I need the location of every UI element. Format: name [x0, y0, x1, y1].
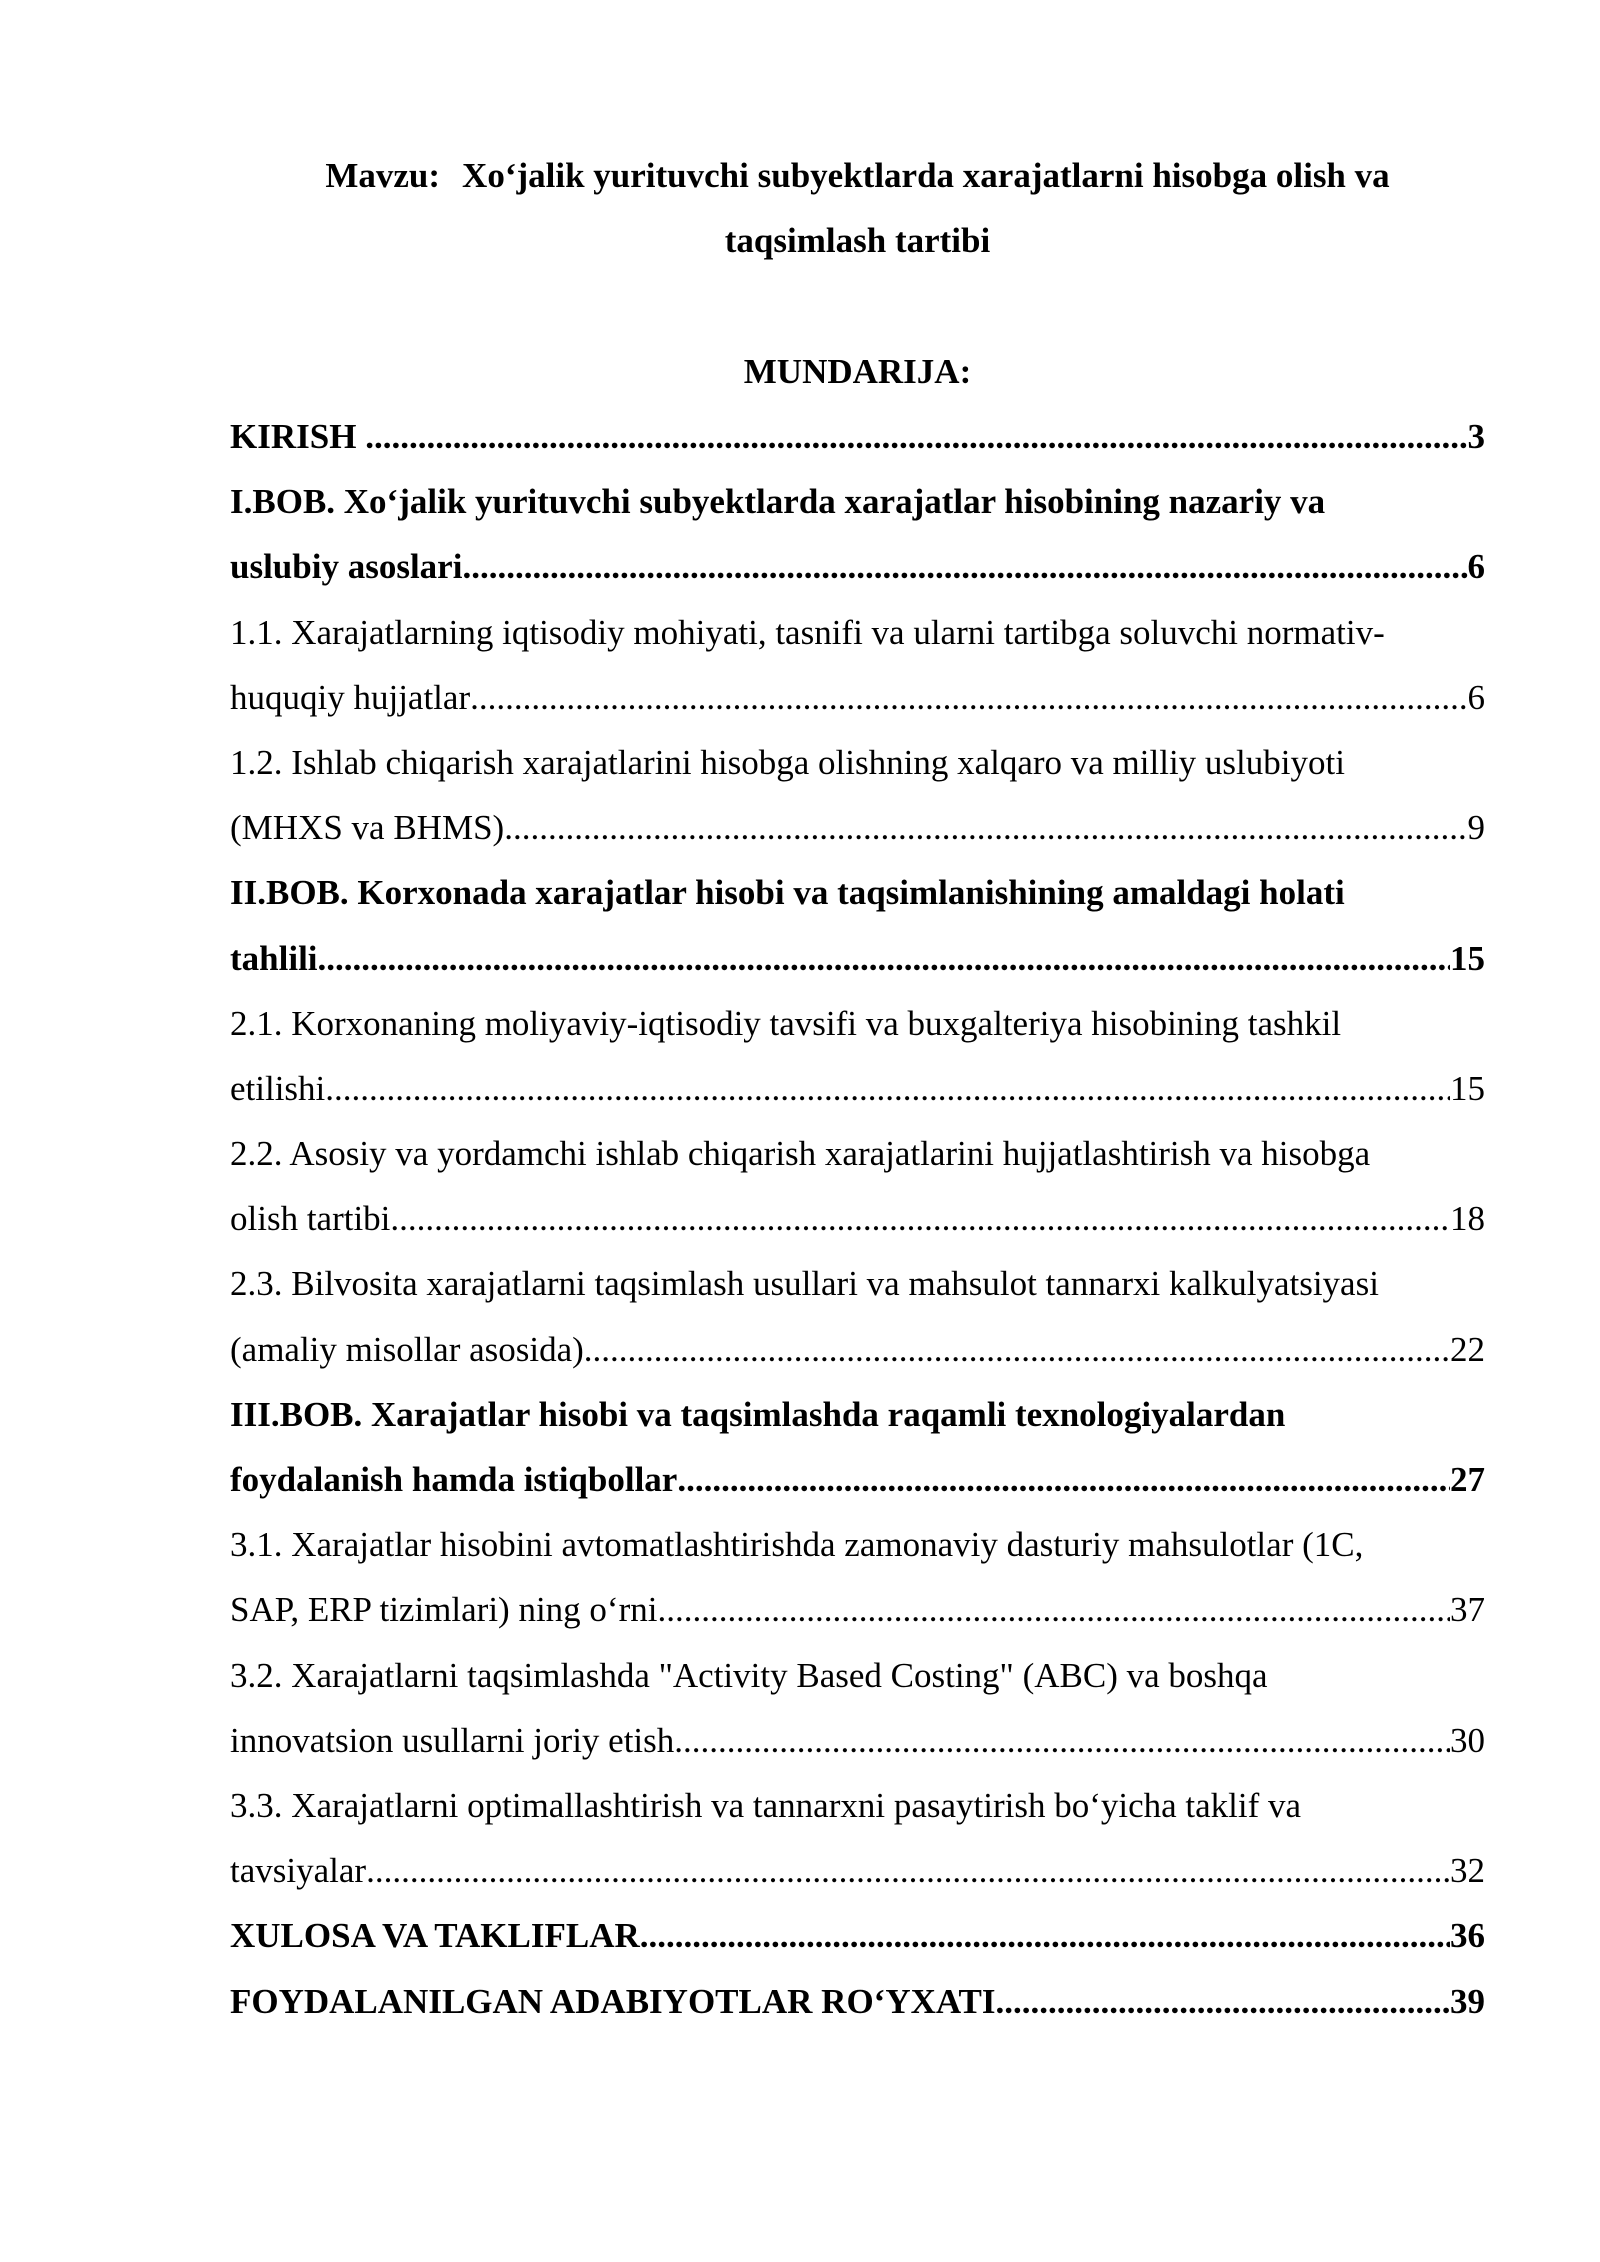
topic-text-2: taqsimlash tartibi	[724, 221, 991, 260]
toc-entry-title-line: 2.2. Asosiy va yordamchi ishlab chiqarish xarajatlarini hujjatlashtirish va hisobga	[230, 1134, 1371, 1174]
dot-leader	[365, 404, 1467, 469]
toc-entry-title: innovatsion usullarni joriy etish	[230, 1720, 675, 1760]
toc-entry-title-line: 3.2. Xarajatlarni taqsimlashda "Activity Based Costing" (ABC) va boshqa	[230, 1655, 1268, 1695]
toc-entry	[230, 991, 1485, 1121]
toc-entry-title-line: II.BOB. Korxonada xarajatlar hisobi va taqsimlanishining amaldagi holati	[230, 873, 1345, 913]
toc-entry-title: SAP, ERP tizimlari) ning o‘rni	[230, 1590, 658, 1630]
toc-entry	[230, 600, 1485, 730]
contents-heading: MUNDARIJA:	[743, 352, 972, 391]
toc-entry-title: olish tartibi	[230, 1199, 391, 1239]
toc-entry-title-line: 3.3. Xarajatlarni optimallashtirish va tannarxni pasaytirish bo‘yicha taklif va	[230, 1785, 1302, 1825]
toc-entry	[230, 1121, 1485, 1251]
dot-leader	[640, 1903, 1450, 1968]
toc-page-number: 27	[1450, 1460, 1485, 1499]
toc-page-number: 30	[1450, 1720, 1485, 1760]
toc-entry-title: XULOSA VA TAKLIFLAR	[230, 1916, 640, 1956]
toc-entry-title: uslubiy asoslari	[230, 547, 463, 587]
dot-leader	[325, 1056, 1450, 1121]
toc-entry	[230, 404, 1485, 469]
toc-page-number: 36	[1450, 1916, 1485, 1956]
toc-page-number: 9	[1467, 808, 1485, 848]
toc-entry-title: KIRISH	[230, 417, 366, 456]
dot-leader	[677, 1447, 1450, 1512]
toc-entry-last-line	[230, 795, 1485, 860]
toc-page-number: 3	[1467, 417, 1485, 456]
toc-entry	[230, 1903, 1485, 1968]
toc-entry-last-line	[230, 1903, 1485, 1968]
toc-entry	[230, 1512, 1485, 1642]
toc-entry	[230, 1773, 1485, 1903]
toc-entry-title: etilishi	[230, 1068, 326, 1108]
toc-entry-last-line	[230, 1186, 1485, 1251]
toc-entry-last-line	[230, 1317, 1485, 1382]
toc-entry-last-line	[230, 1447, 1485, 1512]
toc-page-number: 15	[1450, 938, 1485, 978]
toc-page-number: 39	[1450, 1981, 1485, 2021]
toc-entry-last-line	[230, 665, 1485, 730]
topic-title	[230, 143, 1485, 273]
toc-entry-title-line: 2.1. Korxonaning moliyaviy-iqtisodiy tavsifi va buxgalteriya hisobining tashkil	[230, 1003, 1342, 1043]
dot-leader	[674, 1708, 1450, 1773]
toc-entry	[230, 1251, 1485, 1381]
dot-leader	[584, 1317, 1450, 1382]
toc-entry-last-line	[230, 534, 1485, 599]
toc-entry	[230, 469, 1485, 599]
toc-entry-title: tavsiyalar	[230, 1851, 367, 1891]
toc-entry-title-line: III.BOB. Xarajatlar hisobi va taqsimlashda raqamli texnologiyalardan	[230, 1394, 1286, 1434]
topic-text-1: Xo‘jalik yurituvchi subyektlarda xarajatlarni hisobga olish va	[462, 156, 1390, 195]
toc-entry-last-line	[230, 1838, 1485, 1903]
dot-leader	[318, 926, 1450, 991]
dot-leader	[470, 665, 1467, 730]
toc-entry-title: huquqiy hujjatlar	[230, 677, 471, 717]
toc-entry-last-line	[230, 1577, 1485, 1642]
dot-leader	[366, 1838, 1450, 1903]
toc-entry-title: (MHXS va BHMS)	[230, 808, 505, 848]
toc-entry-title: tahlili	[230, 938, 318, 978]
dot-leader	[390, 1186, 1450, 1251]
toc-entry-title-line: 3.1. Xarajatlar hisobini avtomatlashtirishda zamonaviy dasturiy mahsulotlar (1C,	[230, 1525, 1364, 1565]
toc-entry-last-line	[230, 1969, 1485, 2034]
toc-page-number: 6	[1467, 677, 1485, 717]
toc-entry	[230, 1382, 1485, 1512]
toc-entry-last-line	[230, 1708, 1485, 1773]
toc-page-number: 22	[1450, 1329, 1485, 1369]
toc-entry-title-line: 1.1. Xarajatlarning iqtisodiy mohiyati, tasnifi va ularni tartibga soluvchi normativ-	[230, 612, 1385, 652]
toc-entry	[230, 860, 1485, 990]
toc-entry-last-line	[230, 1056, 1485, 1121]
toc-entry-title-line: I.BOB. Xo‘jalik yurituvchi subyektlarda xarajatlar hisobining nazariy va	[230, 482, 1326, 522]
toc-page-number: 15	[1450, 1068, 1485, 1108]
toc-page-number: 37	[1450, 1590, 1485, 1630]
toc-entry-last-line	[230, 404, 1485, 469]
topic-label: Mavzu:	[325, 156, 441, 195]
toc-entry-title: FOYDALANILGAN ADABIYOTLAR RO‘YXATI	[230, 1981, 996, 2021]
toc-page-number: 18	[1450, 1199, 1485, 1239]
dot-leader	[504, 795, 1467, 860]
toc-page-number: 6	[1467, 547, 1485, 587]
dot-leader	[996, 1969, 1450, 2034]
table-of-contents	[230, 404, 1485, 2034]
toc-entry-last-line	[230, 926, 1485, 991]
toc-entry-title: foydalanish hamda istiqbollar	[230, 1460, 678, 1499]
toc-entry-title: (amaliy misollar asosida)	[230, 1329, 584, 1369]
toc-page-number: 32	[1450, 1851, 1485, 1891]
toc-entry-title-line: 2.3. Bilvosita xarajatlarni taqsimlash usullari va mahsulot tannarxi kalkulyatsiyasi	[230, 1264, 1379, 1304]
toc-entry	[230, 1643, 1485, 1773]
dot-leader	[657, 1577, 1450, 1642]
dot-leader	[462, 534, 1467, 599]
toc-entry-title-line: 1.2. Ishlab chiqarish xarajatlarini hisobga olishning xalqaro va milliy uslubiyoti	[230, 742, 1345, 782]
toc-entry	[230, 1969, 1485, 2034]
toc-entry	[230, 730, 1485, 860]
topic-line-1	[230, 143, 1485, 208]
